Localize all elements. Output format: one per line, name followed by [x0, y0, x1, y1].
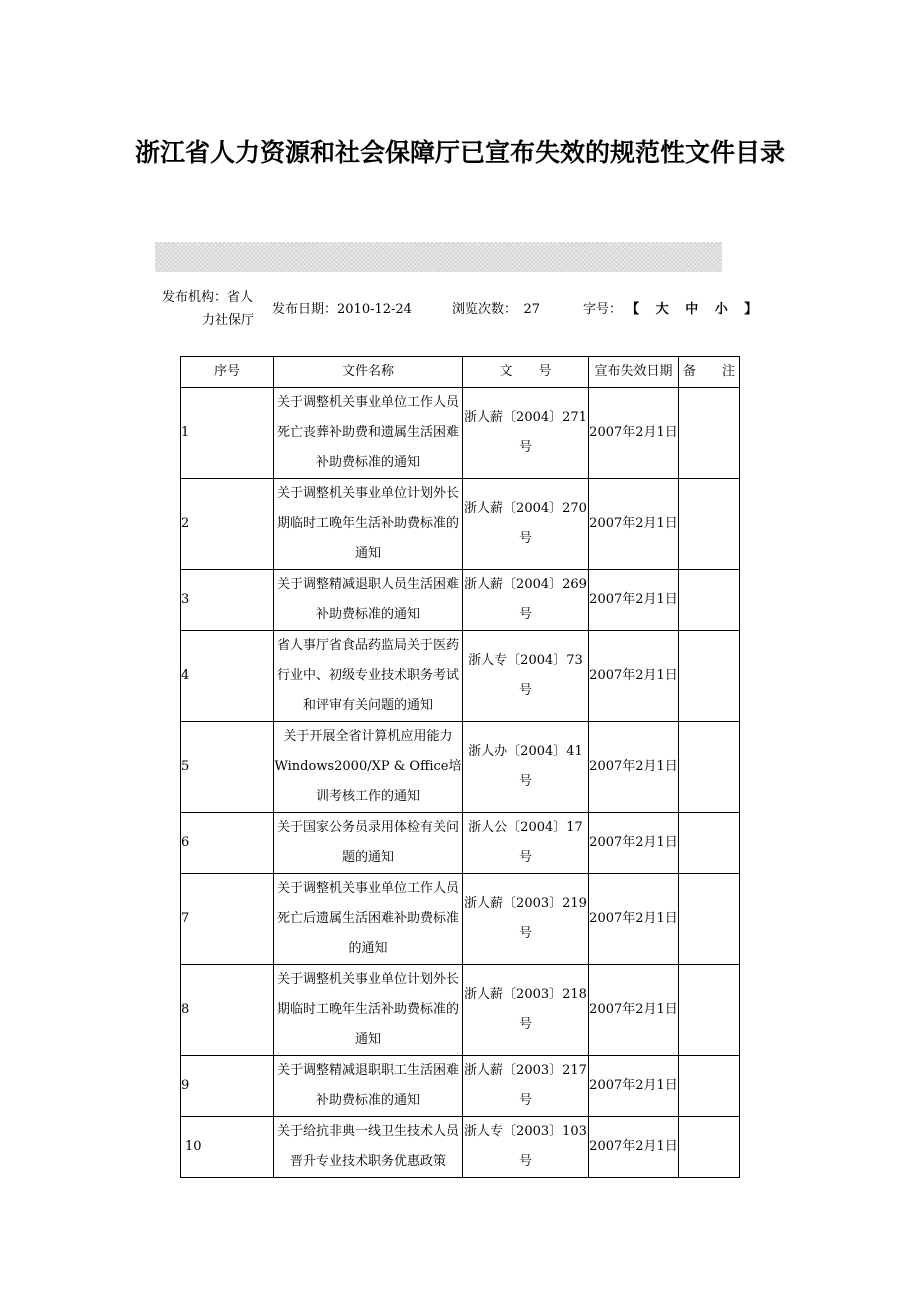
row-file-name: 关于调整机关事业单位计划外长期临时工晚年生活补助费标准的通知: [274, 965, 463, 1056]
publish-date: 发布日期：2010-12-24: [272, 302, 412, 317]
header-note: 备 注: [679, 357, 740, 388]
row-file-name: 关于调整机关事业单位计划外长期临时工晚年生活补助费标准的通知: [274, 479, 463, 570]
row-doc-number: 浙人薪〔2003〕219号: [463, 874, 589, 965]
row-note: [679, 631, 740, 722]
row-note: [679, 722, 740, 813]
row-file-name: 关于开展全省计算机应用能力Windows2000/XP & Office培训考核工作的通知: [274, 722, 463, 813]
row-file-name: 关于调整机关事业单位工作人员死亡后遗属生活困难补助费标准的通知: [274, 874, 463, 965]
font-size-control: [583, 298, 763, 321]
table-row: [181, 388, 740, 479]
view-count: 浏览次数： 27: [452, 302, 541, 317]
row-invalid-date: 2007年2月1日: [589, 1117, 679, 1178]
row-seq: 6: [181, 813, 274, 874]
row-invalid-date: 2007年2月1日: [589, 965, 679, 1056]
row-doc-number: 浙人薪〔2004〕270号: [463, 479, 589, 570]
row-invalid-date: 2007年2月1日: [589, 722, 679, 813]
row-note: [679, 570, 740, 631]
row-file-name: 关于国家公务员录用体检有关问题的通知: [274, 813, 463, 874]
table-row: [181, 570, 740, 631]
header-name: 文件名称: [274, 357, 463, 388]
row-seq: 5: [181, 722, 274, 813]
table-row: [181, 631, 740, 722]
font-size-label: 字号：: [583, 302, 623, 317]
row-file-name: 关于调整精减退职职工生活困难补助费标准的通知: [274, 1056, 463, 1117]
row-doc-number: 浙人专〔2004〕73号: [463, 631, 589, 722]
row-seq: 4: [181, 631, 274, 722]
issuer: [162, 286, 262, 332]
row-file-name: 关于调整精减退职人员生活困难补助费标准的通知: [274, 570, 463, 631]
table-row: [181, 479, 740, 570]
table-row: [181, 813, 740, 874]
header-date: 宣布失效日期: [589, 357, 679, 388]
file-table: [180, 356, 740, 1178]
row-doc-number: 浙人专〔2003〕103号: [463, 1117, 589, 1178]
row-invalid-date: 2007年2月1日: [589, 813, 679, 874]
row-seq: 3: [181, 570, 274, 631]
table-header-row: [181, 357, 740, 388]
font-size-options[interactable]: 【 大 中 小 】: [626, 302, 764, 317]
row-invalid-date: 2007年2月1日: [589, 570, 679, 631]
table-row: [181, 874, 740, 965]
table-row: [181, 1117, 740, 1178]
table-row: [181, 1056, 740, 1117]
row-doc-number: 浙人薪〔2003〕217号: [463, 1056, 589, 1117]
row-invalid-date: 2007年2月1日: [589, 1056, 679, 1117]
row-seq: 9: [181, 1056, 274, 1117]
row-invalid-date: 2007年2月1日: [589, 631, 679, 722]
row-note: [679, 388, 740, 479]
row-seq: 1: [181, 388, 274, 479]
row-note: [679, 479, 740, 570]
row-note: [679, 1056, 740, 1117]
row-doc-number: 浙人薪〔2003〕218号: [463, 965, 589, 1056]
row-note: [679, 1117, 740, 1178]
row-seq: 7: [181, 874, 274, 965]
row-seq: 8: [181, 965, 274, 1056]
row-note: [679, 874, 740, 965]
decorative-banner: [155, 242, 722, 272]
row-note: [679, 813, 740, 874]
row-invalid-date: 2007年2月1日: [589, 388, 679, 479]
row-file-name: 关于调整机关事业单位工作人员死亡丧葬补助费和遗属生活困难补助费标准的通知: [274, 388, 463, 479]
row-file-name: 省人事厅省食品药监局关于医药行业中、初级专业技术职务考试和评审有关问题的通知: [274, 631, 463, 722]
row-file-name: 关于给抗非典一线卫生技术人员晋升专业技术职务优惠政策: [274, 1117, 463, 1178]
row-invalid-date: 2007年2月1日: [589, 479, 679, 570]
row-doc-number: 浙人薪〔2004〕271号: [463, 388, 589, 479]
row-doc-number: 浙人办〔2004〕41号: [463, 722, 589, 813]
row-doc-number: 浙人公〔2004〕17号: [463, 813, 589, 874]
header-number: 文 号: [463, 357, 589, 388]
header-seq: 序号: [181, 357, 274, 388]
row-doc-number: 浙人薪〔2004〕269号: [463, 570, 589, 631]
page-title: 浙江省人力资源和社会保障厅已宣布失效的规范性文件目录: [134, 138, 785, 167]
issuer-label-2: 力社保厅: [202, 313, 255, 328]
row-seq: 10: [181, 1117, 274, 1178]
table-row: [181, 965, 740, 1056]
row-seq: 2: [181, 479, 274, 570]
row-invalid-date: 2007年2月1日: [589, 874, 679, 965]
row-note: [679, 965, 740, 1056]
table-row: [181, 722, 740, 813]
issuer-label: 发布机构：省人: [162, 290, 254, 305]
